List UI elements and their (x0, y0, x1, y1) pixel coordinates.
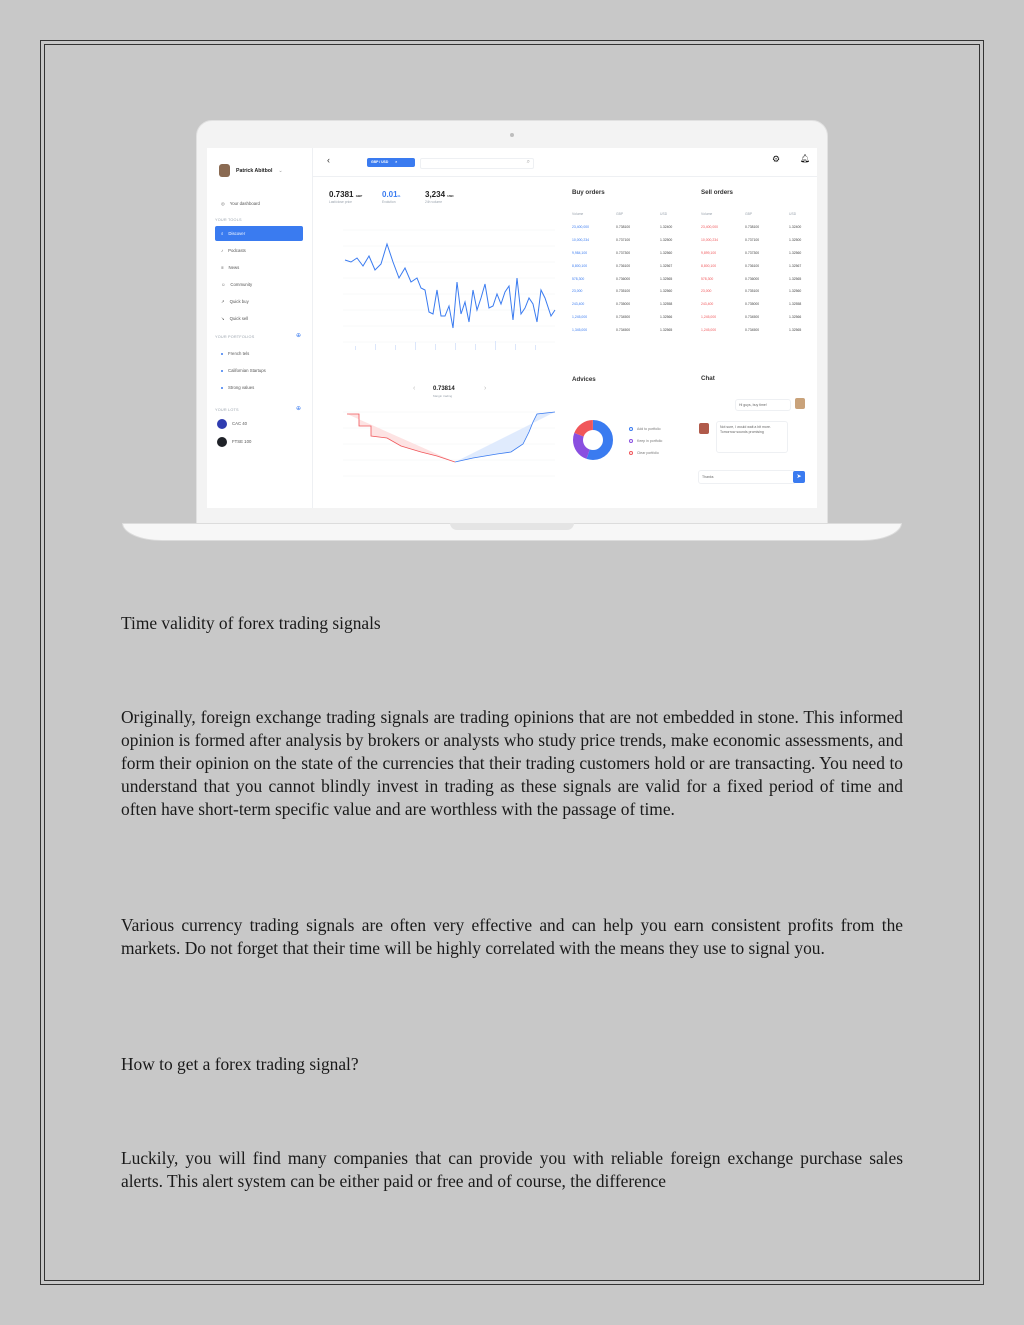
paragraph-1: Originally, foreign exchange trading signals are trading opinions that are not embedded in stone. This informed opinion is formed after analysis by brokers or analysts who study price trends, make economic assessments, and form their opinion on the state of the currencies that their trading customers hold or are transacting. You need to understand that you cannot blindly invest in trading as these signals are valid for a fixed period of time and often have short-term specific value and are worthless with the passage of time. (121, 707, 903, 819)
pair-label: GBP / USD (371, 160, 389, 164)
margin-blue-line (455, 412, 555, 462)
table-cell: 23,400,000 (701, 224, 718, 229)
margin-red-line (347, 414, 455, 462)
margin-label: Margin trading (433, 394, 453, 398)
advice-label: Add to portfolio (637, 427, 661, 431)
lot-item[interactable] (215, 434, 303, 449)
table-row[interactable] (572, 234, 704, 247)
sidebar-item-label: Discover (228, 231, 246, 236)
advices-title: Advices (572, 376, 596, 383)
table-cell: 0.736100 (616, 263, 631, 268)
table-header (701, 208, 817, 221)
column-header: GBP (745, 212, 753, 216)
kpi-value: 3,234 (425, 190, 446, 199)
kpi-unit: USD (447, 194, 454, 198)
portfolio-label: Californian Startups (228, 368, 266, 373)
advice-label: Keep in portfolio (637, 439, 663, 443)
table-cell: 0.737300 (745, 250, 760, 255)
circle-icon (629, 451, 633, 455)
table-row[interactable] (701, 285, 817, 298)
table-cell: 1.32500 (660, 237, 673, 242)
table-cell: 23,400,000 (572, 224, 589, 229)
table-cell: 0.737300 (616, 250, 631, 255)
table-row[interactable] (701, 221, 817, 234)
column-header: USD (660, 212, 668, 216)
table-cell: 9,899,100 (701, 250, 717, 255)
kpi-label: Evolution (382, 200, 396, 204)
sell-orders-title: Sell orders (701, 189, 733, 196)
sidebar-item-podcasts[interactable] (215, 243, 303, 258)
table-cell: 1.32500 (789, 237, 802, 242)
table-cell: 10,000,234 (572, 237, 589, 242)
kpi-unit: GBP (355, 194, 363, 198)
table-row[interactable] (701, 311, 817, 324)
table-cell: 0.736000 (745, 276, 760, 281)
table-row[interactable] (701, 234, 817, 247)
table-cell: 1,245,000 (701, 315, 717, 320)
lot-label: CAC 40 (232, 421, 248, 426)
user-name: Patrick Abitbol (236, 167, 273, 174)
paragraph-3: Luckily, you will find many companies that can provide you with reliable foreign exchange purchase sales alerts. This alert system can be either paid or free and of course, the difference (121, 1148, 903, 1191)
quick-buy-icon: ↗ (221, 298, 225, 304)
sidebar-item-label: Podcasts (228, 248, 246, 253)
table-cell: 0.735100 (745, 289, 760, 294)
search-input[interactable] (420, 158, 534, 169)
column-header: Volume (572, 212, 584, 216)
table-cell: 1.32558 (789, 302, 802, 307)
community-icon: ☺ (221, 282, 226, 287)
table-cell: 1,345,000 (572, 328, 588, 333)
advice-add[interactable] (629, 427, 661, 431)
kpi-price (329, 190, 362, 204)
avatar (795, 398, 805, 409)
kpi-volume (425, 190, 454, 204)
table-cell: 1.32565 (660, 328, 673, 333)
chat-input[interactable]: Thanks (698, 470, 796, 484)
table-row[interactable] (701, 324, 817, 337)
avatar (699, 423, 709, 434)
table-cell: 9,984,100 (572, 250, 588, 255)
sidebar-item-discover[interactable] (215, 226, 303, 241)
table-cell: 0.734500 (616, 315, 631, 320)
table-cell: 1.32560 (789, 289, 802, 294)
kpi-unit: % (397, 194, 401, 198)
news-icon: ≡ (221, 265, 224, 270)
next-arrow-icon[interactable]: › (484, 385, 487, 392)
table-cell: 1.32560 (789, 250, 802, 255)
bullet-icon (221, 370, 223, 372)
table-row[interactable] (701, 273, 817, 286)
lot-color-icon (217, 419, 227, 429)
back-arrow-icon[interactable]: ‹ (327, 155, 330, 165)
pair-selector[interactable] (367, 158, 415, 167)
table-cell: 243,400 (701, 302, 714, 307)
table-cell: 1.32565 (789, 276, 802, 281)
table-row[interactable] (701, 247, 817, 260)
quick-sell-icon: ↘ (221, 315, 225, 321)
advice-keep[interactable] (629, 439, 662, 443)
search-icon: ⌕ (526, 159, 530, 165)
kpi-evolution (382, 190, 400, 204)
lot-item[interactable] (215, 416, 303, 431)
table-cell: 0.735100 (616, 289, 631, 294)
portfolio-item[interactable] (215, 363, 303, 378)
price-chart-svg (325, 218, 557, 358)
table-cell: 1,245,000 (572, 315, 588, 320)
table-cell: 0.736100 (745, 263, 760, 268)
table-cell: 1.32558 (660, 302, 673, 307)
buy-orders-title: Buy orders (572, 189, 605, 196)
portfolio-label: French tels (228, 351, 250, 356)
portfolio-label: Strong values (228, 385, 255, 390)
table-cell: 1,245,000 (701, 328, 717, 333)
margin-value: 0.73814 (433, 386, 455, 392)
table-row[interactable] (572, 260, 704, 273)
chevron-down-icon: ⌄ (278, 167, 283, 174)
table-cell: 578,300 (572, 276, 585, 281)
table-cell: 1.32566 (789, 315, 802, 320)
prev-arrow-icon[interactable]: ‹ (413, 385, 416, 392)
advice-label: Clear portfolio (637, 451, 659, 455)
chat-message-incoming: Hi guys, buy time! (735, 399, 791, 411)
table-cell: 0.737100 (616, 237, 631, 242)
table-row[interactable] (572, 273, 704, 286)
table-cell: 23,000 (701, 289, 712, 294)
circle-icon (629, 439, 633, 443)
kpi-value: 0.01 (382, 190, 398, 199)
table-row[interactable] (572, 311, 704, 324)
portfolio-item[interactable] (215, 346, 303, 361)
send-icon[interactable]: ➤ (793, 471, 805, 483)
table-cell: 0.735000 (745, 302, 760, 307)
sidebar-item-label: Your dashboard (229, 201, 260, 206)
table-cell: 243,400 (572, 302, 585, 307)
sidebar-item-community[interactable] (215, 277, 303, 292)
table-cell: 23,000 (572, 289, 583, 294)
table-row[interactable] (701, 260, 817, 273)
table-cell: 578,300 (701, 276, 714, 281)
heading-how-to-get: How to get a forex trading signal? (121, 1054, 359, 1074)
table-cell: 10,000,234 (701, 237, 718, 242)
trading-dashboard-screenshot (207, 148, 817, 508)
table-cell: 0.734500 (616, 328, 631, 333)
podcast-icon: ♪ (221, 248, 224, 253)
add-portfolio-icon[interactable]: ⊕ (296, 333, 302, 339)
table-cell: 0.734500 (745, 315, 760, 320)
table-cell: 1.32567 (660, 263, 673, 268)
table-cell: 1.32560 (660, 250, 673, 255)
column-header: Volume (701, 212, 713, 216)
sidebar-item-label: News (228, 265, 240, 270)
add-lot-icon[interactable]: ⊕ (296, 406, 302, 412)
kpi-value: 0.7381 (329, 190, 354, 199)
chart-gridlines (343, 230, 555, 342)
table-cell: 8,800,100 (572, 263, 588, 268)
table-cell: 1.32400 (789, 224, 802, 229)
gear-icon[interactable]: ⚙ (772, 154, 781, 164)
sidebar-item-quick-sell[interactable] (215, 311, 303, 326)
sidebar-item-label: Quick buy (229, 299, 249, 304)
close-icon[interactable]: × (395, 160, 398, 164)
kpi-label: Last/close price (329, 200, 352, 204)
portfolio-item[interactable] (215, 380, 303, 395)
user-profile[interactable] (219, 164, 283, 177)
column-header: USD (789, 212, 797, 216)
circle-icon (629, 427, 633, 431)
table-cell: 1.32400 (660, 224, 673, 229)
margin-chart-svg (325, 404, 557, 486)
sidebar-item-label: Community (230, 282, 253, 287)
bullet-icon (221, 387, 223, 389)
sidebar-item-quick-buy[interactable] (215, 294, 303, 309)
table-cell: 1.32565 (789, 328, 802, 333)
portfolios-header: YOUR PORTFOLIOS (215, 335, 255, 339)
sidebar-item-news[interactable] (215, 260, 303, 275)
bullet-icon (221, 353, 223, 355)
table-cell: 1.32566 (660, 315, 673, 320)
margin-chart (325, 404, 557, 486)
table-row[interactable] (701, 298, 817, 311)
table-cell: 1.32565 (660, 276, 673, 281)
top-bar (312, 148, 817, 177)
search-icon: ⌕ (221, 231, 224, 236)
table-row[interactable] (572, 247, 704, 260)
sidebar (207, 148, 313, 508)
column-header: GBP (616, 212, 624, 216)
lot-label: FTSE 100 (232, 439, 252, 444)
lot-color-icon (217, 437, 227, 447)
table-cell: 0.736000 (616, 276, 631, 281)
chat-title: Chat (701, 375, 715, 382)
table-cell: 8,800,100 (701, 263, 717, 268)
table-row[interactable] (572, 324, 704, 337)
kpi-label: 24h volume (425, 200, 443, 204)
volume-bars (355, 341, 536, 350)
table-cell: 0.735000 (616, 302, 631, 307)
table-cell: 0.737100 (745, 237, 760, 242)
lots-header: YOUR LOTS (215, 408, 239, 412)
table-cell: 0.738100 (616, 224, 631, 229)
table-cell: 1.32567 (789, 263, 802, 268)
table-row[interactable] (572, 285, 704, 298)
bell-icon[interactable]: 🔔︎ (800, 154, 811, 163)
chat-message-outgoing: Not sure, I would wait a bit more. Tomorrow sounds promising (716, 421, 788, 453)
table-cell: 0.734500 (745, 328, 760, 333)
table-row[interactable] (572, 298, 704, 311)
advice-clear[interactable] (629, 451, 659, 455)
advices-donut (571, 418, 615, 462)
heading-time-validity: Time validity of forex trading signals (121, 613, 381, 633)
table-cell: 1.32560 (660, 289, 673, 294)
paragraph-2: Various currency trading signals are often very effective and can help you earn consistent profits from the markets. Do not forget that their time will be highly correlated with the means they use to signal you. (121, 915, 903, 958)
tools-header: YOUR TOOLS (215, 218, 242, 222)
buy-orders-table (572, 208, 704, 337)
table-cell: 0.738100 (745, 224, 760, 229)
dashboard-icon: ◎ (221, 200, 225, 206)
sidebar-item-dashboard[interactable] (215, 196, 303, 211)
laptop-notch (450, 523, 574, 530)
table-row[interactable] (572, 221, 704, 234)
table-header (572, 208, 704, 221)
sell-orders-table (701, 208, 817, 337)
avatar (219, 164, 230, 177)
camera-icon (510, 133, 514, 137)
sidebar-item-label: Quick sell (229, 316, 249, 321)
price-line (345, 244, 555, 328)
laptop-mockup (122, 120, 902, 545)
price-chart (325, 218, 557, 358)
